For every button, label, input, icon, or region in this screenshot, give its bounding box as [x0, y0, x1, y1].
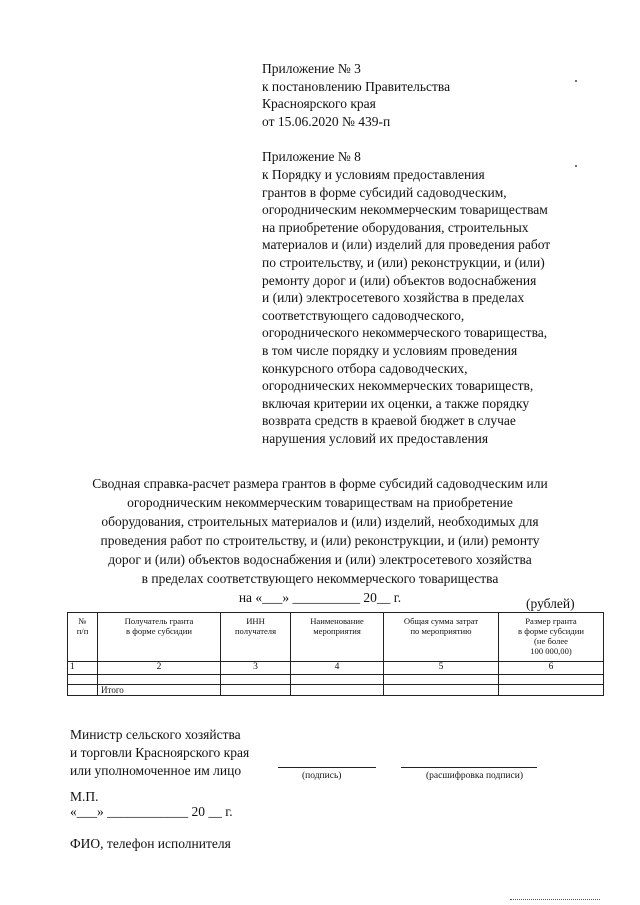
signatory-line: и торговли Красноярского края — [70, 745, 250, 760]
date-line: «___» ____________ 20 __ г. — [70, 804, 233, 819]
title-line: проведения работ по строительству, и (или) реконструкции, и (или) ремонту — [100, 533, 540, 548]
table-cell — [384, 675, 499, 685]
column-number: 3 — [221, 662, 291, 675]
appendix8-line: огороднических некоммерческих товариществ, — [262, 378, 534, 394]
header-text: (не более — [534, 636, 568, 646]
appendix8-line: на приобретение оборудования, строительных — [262, 219, 529, 235]
scan-artifact — [510, 899, 600, 900]
title-line: в пределах соответствующего некоммерческого товарищества — [141, 571, 499, 586]
title-line: оборудования, строительных материалов и (или) изделий, необходимых для — [101, 514, 539, 529]
decode-sublabel: (расшифровка подписи) — [426, 771, 523, 781]
grant-table — [67, 612, 604, 696]
table-row — [68, 675, 604, 685]
appendix8-line: ремонту дорог и (или) объектов водоснабжения — [262, 272, 537, 288]
title-line: дорог и (или) объектов водоснабжения и (или) электросетевого хозяйства — [108, 552, 532, 567]
total-label: Итого — [98, 685, 221, 696]
document-title — [40, 474, 600, 607]
table-cell — [221, 685, 291, 696]
title-date-line: на «___» __________ 20__ г. — [238, 590, 402, 605]
executor-label: ФИО, телефон исполнителя — [70, 836, 231, 851]
appendix8-line: к Порядку и условиям предоставления — [262, 166, 485, 182]
column-number: 5 — [384, 662, 499, 675]
table-header-row — [68, 613, 604, 662]
header-cell-total-cost — [384, 613, 499, 662]
header-cell-grant-size — [499, 613, 604, 662]
header-cell-number — [68, 613, 98, 662]
signatory-line: Министр сельского хозяйства — [70, 727, 241, 742]
appendix8-line: включая критерии их оценки, а также порядку — [262, 395, 530, 411]
stamp-place-label: М.П. — [70, 789, 99, 804]
appendix3-line: к постановлению Правительства — [262, 78, 451, 94]
header-text: Получатель гранта — [124, 616, 194, 626]
table-cell — [291, 685, 384, 696]
table-cell — [291, 675, 384, 685]
title-line: огородническим некоммерческим товариществам на приобретение — [127, 495, 513, 510]
column-number: 1 — [68, 662, 98, 675]
signature-block — [70, 726, 249, 780]
appendix8-line: Приложение № 8 — [262, 149, 361, 165]
signature-sublabel: (подпись) — [302, 771, 342, 781]
header-text: в форме субсидии — [518, 626, 584, 636]
header-cell-activity — [291, 613, 384, 662]
column-number: 2 — [98, 662, 221, 675]
header-text: в форме субсидии — [126, 626, 192, 636]
appendix3-line: Красноярского края — [262, 96, 376, 112]
table-cell — [68, 675, 98, 685]
appendix-header — [262, 60, 607, 447]
header-text: мероприятия — [313, 626, 361, 636]
header-text: № — [78, 616, 87, 626]
header-text: Общая сумма затрат — [403, 616, 479, 626]
units-label: (рублей) — [526, 596, 575, 611]
table-cell — [384, 685, 499, 696]
appendix8-line: соответствующего садоводческого, — [262, 307, 465, 323]
column-number: 4 — [291, 662, 384, 675]
header-text: по мероприятию — [410, 626, 472, 636]
header-cell-recipient — [98, 613, 221, 662]
header-text: Наименование — [310, 616, 364, 626]
title-line: Сводная справка-расчет размера грантов в форме субсидий садоводческим или — [92, 476, 548, 491]
appendix8-line: огороднического некоммерческого товарищества, — [262, 325, 548, 341]
signatory-line: или уполномоченное им лицо — [70, 763, 242, 778]
appendix8-line: в том числе порядку и условиям проведения — [262, 342, 518, 358]
appendix8-line: грантов в форме субсидий садоводческим, — [262, 184, 507, 200]
table-cell — [221, 675, 291, 685]
header-text: Размер гранта — [525, 616, 577, 626]
header-cell-inn — [221, 613, 291, 662]
header-text: п/п — [76, 626, 89, 636]
decode-underline — [401, 767, 537, 768]
appendix8-line: материалов и (или) изделий для проведения работ — [262, 237, 551, 253]
header-text: ИНН — [246, 616, 265, 626]
signature-underline — [278, 767, 376, 768]
appendix8-line: по строительству, и (или) реконструкции, и (или) — [262, 254, 545, 270]
header-text: 100 000,00) — [530, 646, 572, 656]
appendix8-line: возврата средств в краевой бюджет в случае — [262, 413, 516, 429]
scan-speck — [575, 80, 577, 82]
scan-speck — [575, 165, 577, 167]
appendix8-line: и (или) электросетевого хозяйства в пределах — [262, 290, 525, 306]
column-number-row — [68, 662, 604, 675]
column-number: 6 — [499, 662, 604, 675]
total-row — [68, 685, 604, 696]
appendix3-line: от 15.06.2020 № 439-п — [262, 113, 391, 129]
table-cell — [499, 675, 604, 685]
table-cell — [98, 675, 221, 685]
appendix8-line: огородническим некоммерческим товариществам — [262, 202, 548, 218]
appendix8-line: нарушения условий их предоставления — [262, 430, 489, 446]
table-cell — [68, 685, 98, 696]
header-text: получателя — [234, 626, 277, 636]
appendix8-line: конкурсного отбора садоводческих, — [262, 360, 468, 376]
appendix3-line: Приложение № 3 — [262, 61, 361, 76]
table-cell — [499, 685, 604, 696]
